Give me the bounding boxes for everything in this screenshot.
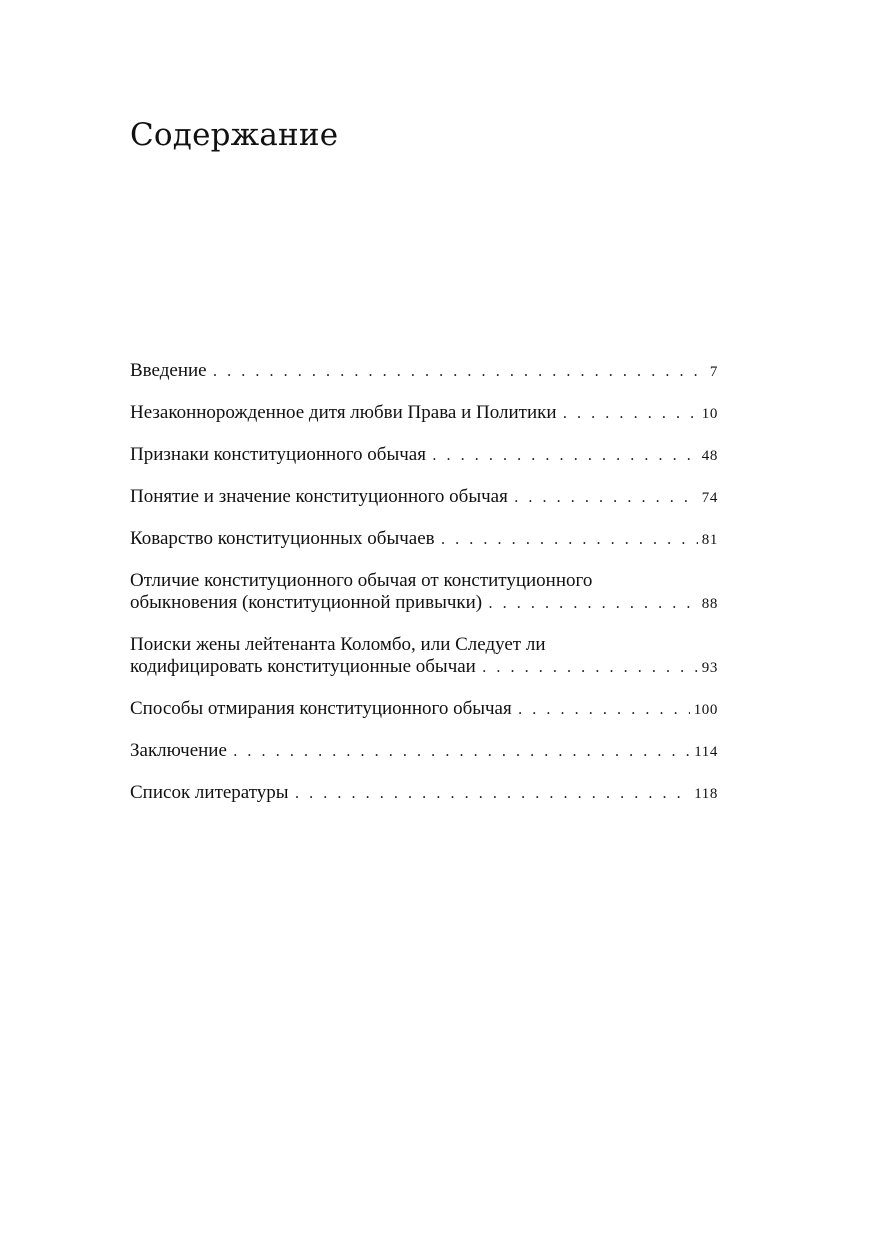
toc-page-number: 118 [694,786,718,802]
toc-entry-title-continued: кодифицировать конституционные обычаи [130,656,476,677]
dot-leader [488,592,698,614]
page-title: Содержание [130,117,339,153]
toc-page-number: 74 [701,490,718,506]
toc-page-number: 100 [693,702,718,718]
toc-entry-features [130,444,718,467]
toc-entry-introduction [130,360,718,383]
dot-leader [295,782,691,804]
toc-entry-distinction [130,570,718,615]
toc-page-number: 10 [701,406,718,422]
toc-entry-title: Признаки конституционного обычая [130,444,426,465]
toc-entry-codification [130,634,718,679]
dot-leader [518,698,690,720]
toc-entry-title: Список литературы [130,782,289,803]
toc-entry-title: Поиски жены лейтенанта Коломбо, или Следует ли [130,634,546,655]
toc-entry-dying-out [130,698,718,721]
dot-leader [233,740,690,762]
dot-leader [514,486,698,508]
toc-entry-title: Коварство конституционных обычаев [130,528,435,549]
toc-entry-title: Введение [130,360,207,381]
toc-entry-conclusion [130,740,718,763]
toc-page-number: 7 [709,364,718,380]
toc-entry-title: Незаконнорожденное дитя любви Права и Политики [130,402,557,423]
dot-leader [441,528,698,550]
toc-page-number: 88 [701,596,718,612]
toc-entry-bibliography [130,782,718,805]
toc-entry-title: Понятие и значение конституционного обычая [130,486,508,507]
dot-leader [213,360,706,382]
toc-entry-title: Способы отмирания конституционного обычая [130,698,512,719]
toc-entry-concept [130,486,718,509]
toc-entry-title: Отличие конституционного обычая от конституционного [130,570,593,591]
dot-leader [432,444,698,466]
toc-entry-illegitimate-child [130,402,718,425]
toc-page-number: 81 [701,532,718,548]
toc-page-number: 93 [701,660,718,676]
toc-entry-title-continued: обыкновения (конституционной привычки) [130,592,483,613]
dot-leader [482,656,698,678]
toc-page-number: 48 [701,448,718,464]
toc-entry-title: Заключение [130,740,227,761]
table-of-contents [130,360,718,824]
toc-entry-insidiousness [130,528,718,551]
toc-page-number: 114 [694,744,718,760]
dot-leader [563,402,698,424]
